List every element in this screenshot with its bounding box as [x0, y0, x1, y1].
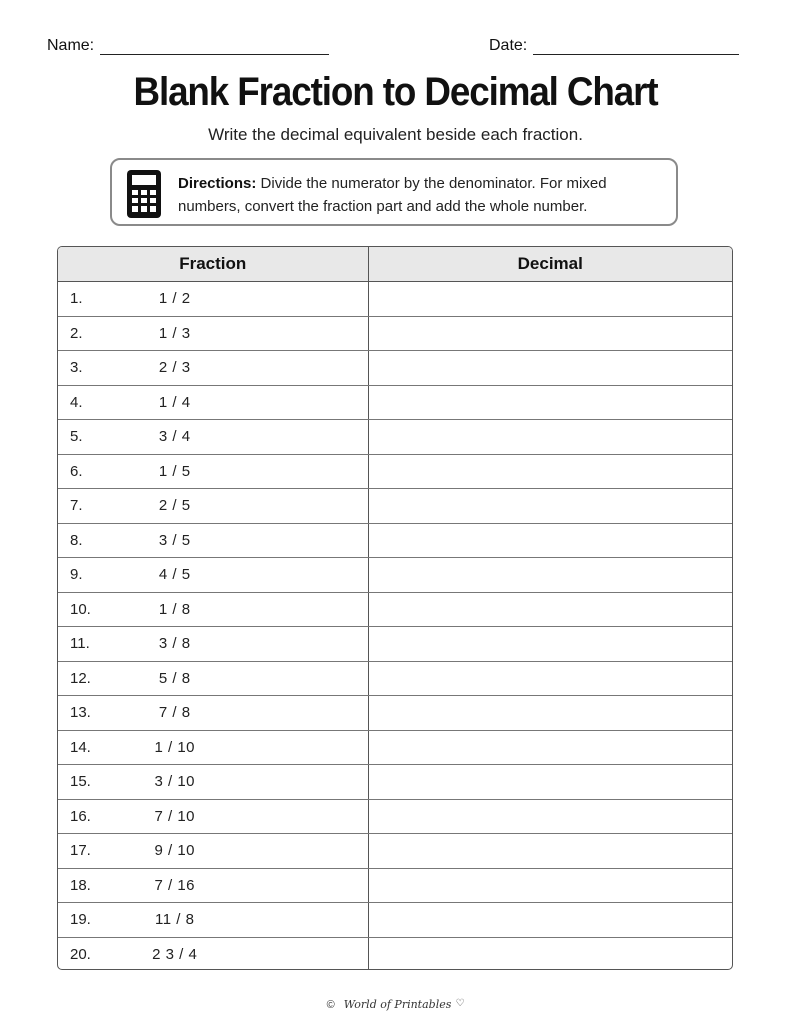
table-row: [58, 592, 732, 627]
fraction-cell: 1 / 4: [104, 385, 368, 420]
row-number: 2.: [58, 316, 104, 351]
fraction-cell: 1 / 2: [104, 282, 368, 317]
decimal-answer-cell[interactable]: [368, 523, 732, 558]
directions-box: [110, 158, 678, 226]
row-number: 9.: [58, 558, 104, 593]
table-row: [58, 730, 732, 765]
heart-icon: ♡: [455, 998, 465, 1009]
decimal-answer-cell[interactable]: [368, 696, 732, 731]
fraction-cell: 1 / 10: [104, 730, 368, 765]
fraction-cell: 7 / 16: [104, 868, 368, 903]
decimal-answer-cell[interactable]: [368, 661, 732, 696]
calculator-icon: [126, 169, 162, 219]
name-line[interactable]: [100, 36, 329, 55]
date-label: Date:: [489, 37, 528, 54]
row-number: 15.: [58, 765, 104, 800]
table-header-row: [58, 247, 732, 282]
date-field[interactable]: [489, 36, 739, 55]
date-line[interactable]: [533, 36, 739, 55]
table-row: [58, 868, 732, 903]
row-number: 17.: [58, 834, 104, 869]
fraction-cell: 1 / 8: [104, 592, 368, 627]
fraction-cell: 1 / 3: [104, 316, 368, 351]
row-number: 13.: [58, 696, 104, 731]
decimal-header: Decimal: [368, 247, 732, 282]
fraction-cell: 3 / 8: [104, 627, 368, 662]
brand-logo: World of Printables: [343, 998, 452, 1011]
decimal-answer-cell[interactable]: [368, 316, 732, 351]
fraction-cell: 2 / 5: [104, 489, 368, 524]
directions-text: [178, 172, 658, 218]
fraction-cell: 7 / 8: [104, 696, 368, 731]
table-row: [58, 765, 732, 800]
table-row: [58, 316, 732, 351]
decimal-answer-cell[interactable]: [368, 937, 732, 970]
table-row: [58, 937, 732, 970]
page-title: Blank Fraction to Decimal Chart: [133, 70, 658, 114]
row-number: 7.: [58, 489, 104, 524]
copyright-symbol: ©: [326, 999, 335, 1011]
header-row: [47, 36, 744, 62]
fraction-cell: 4 / 5: [104, 558, 368, 593]
fraction-cell: 11 / 8: [104, 903, 368, 938]
row-number: 11.: [58, 627, 104, 662]
row-number: 5.: [58, 420, 104, 455]
table-row: [58, 489, 732, 524]
table-row: [58, 454, 732, 489]
row-number: 19.: [58, 903, 104, 938]
footer: [0, 998, 791, 1011]
row-number: 3.: [58, 351, 104, 386]
fraction-cell: 7 / 10: [104, 799, 368, 834]
fraction-cell: 3 / 10: [104, 765, 368, 800]
fraction-cell: 5 / 8: [104, 661, 368, 696]
table-row: [58, 282, 732, 317]
table-row: [58, 420, 732, 455]
table-row: [58, 627, 732, 662]
decimal-answer-cell[interactable]: [368, 558, 732, 593]
row-number: 20.: [70, 945, 91, 963]
decimal-answer-cell[interactable]: [368, 420, 732, 455]
fraction-cell: 2 / 3: [104, 351, 368, 386]
row-number: 16.: [58, 799, 104, 834]
table: [58, 247, 732, 970]
decimal-answer-cell[interactable]: [368, 489, 732, 524]
fraction-decimal-table: [57, 246, 733, 970]
decimal-answer-cell[interactable]: [368, 454, 732, 489]
table-row: [58, 523, 732, 558]
row-number: 18.: [58, 868, 104, 903]
decimal-answer-cell[interactable]: [368, 592, 732, 627]
row-number: 1.: [58, 282, 104, 317]
row-number: 14.: [58, 730, 104, 765]
fraction-cell: 2 3 / 4: [104, 937, 368, 970]
name-label: Name:: [47, 37, 95, 54]
decimal-answer-cell[interactable]: [368, 799, 732, 834]
directions-body: Divide the numerator by the denominator. For mixed numbers, convert the fraction part and add the whole number.: [178, 175, 607, 215]
fraction-header: Fraction: [58, 247, 368, 282]
table-row: [58, 351, 732, 386]
decimal-answer-cell[interactable]: [368, 903, 732, 938]
table-row: [58, 661, 732, 696]
decimal-answer-cell[interactable]: [368, 868, 732, 903]
decimal-answer-cell[interactable]: [368, 834, 732, 869]
decimal-answer-cell[interactable]: [368, 351, 732, 386]
fraction-cell: 3 / 4: [104, 420, 368, 455]
page-subtitle: Write the decimal equivalent beside each fraction.: [208, 125, 583, 144]
table-row: [58, 558, 732, 593]
row-number: 12.: [58, 661, 104, 696]
row-number: 4.: [58, 385, 104, 420]
decimal-answer-cell[interactable]: [368, 765, 732, 800]
table-row: [58, 903, 732, 938]
fraction-cell: 1 / 5: [104, 454, 368, 489]
name-field[interactable]: [47, 36, 329, 55]
table-row: [58, 696, 732, 731]
fraction-cell: 3 / 5: [104, 523, 368, 558]
decimal-answer-cell[interactable]: [368, 282, 732, 317]
row-number: 10.: [58, 592, 104, 627]
decimal-answer-cell[interactable]: [368, 627, 732, 662]
table-row: [58, 385, 732, 420]
decimal-answer-cell[interactable]: [368, 730, 732, 765]
table-row: [58, 799, 732, 834]
fraction-cell: 9 / 10: [104, 834, 368, 869]
row-number: 8.: [58, 523, 104, 558]
directions-label: Directions:: [178, 175, 257, 192]
table-row: [58, 834, 732, 869]
row-number: 6.: [58, 454, 104, 489]
decimal-answer-cell[interactable]: [368, 385, 732, 420]
